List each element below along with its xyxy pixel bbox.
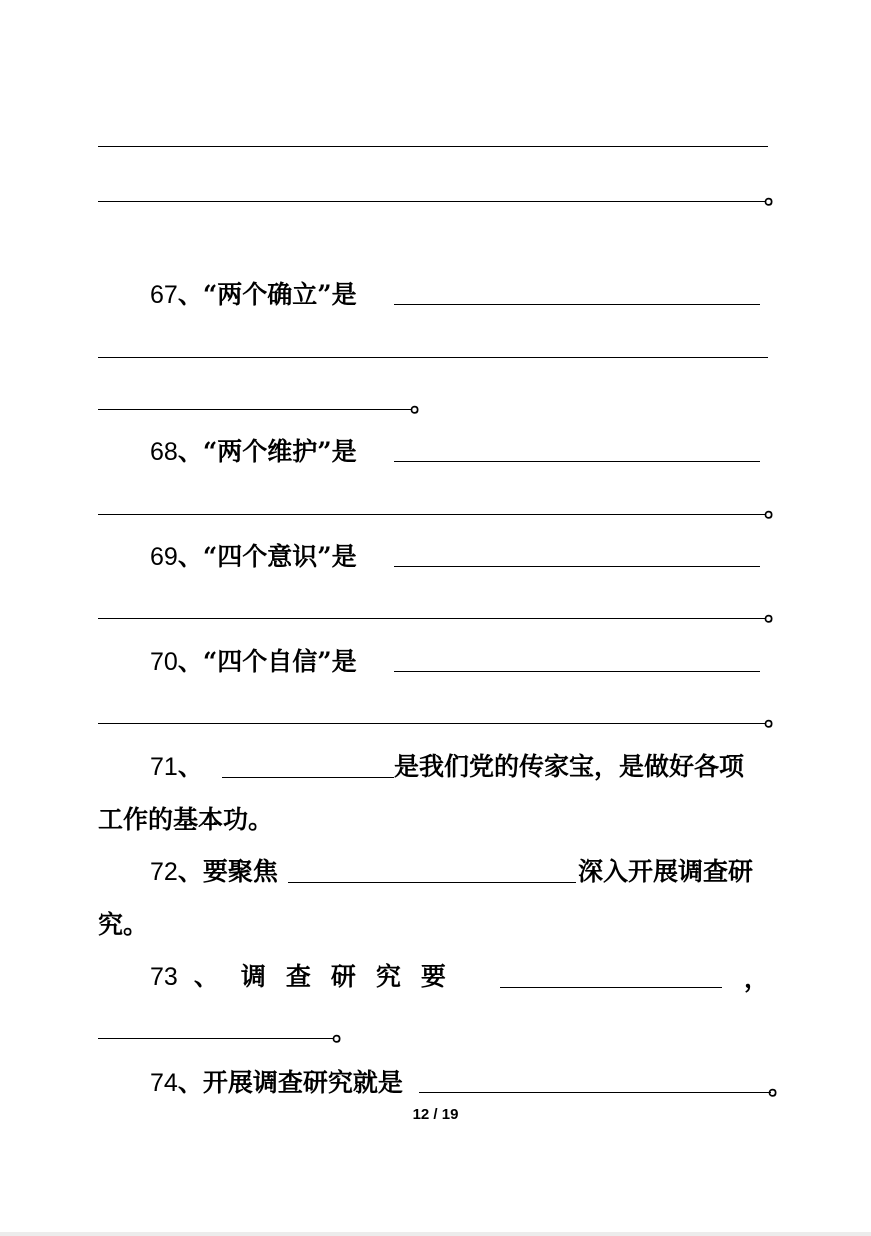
answer-blank[interactable] <box>98 409 412 410</box>
answer-blank[interactable] <box>98 357 768 358</box>
answer-blank[interactable] <box>419 1092 771 1093</box>
question-68: 68、“两个维护”是 <box>150 437 357 466</box>
answer-blank[interactable] <box>394 461 760 462</box>
question-number: 68 <box>150 438 178 466</box>
page-number: 12 / 19 <box>412 1106 459 1123</box>
question-number: 71 <box>150 753 178 781</box>
answer-blank[interactable] <box>500 987 722 988</box>
answer-blank[interactable] <box>222 777 394 778</box>
period: 。 <box>332 1017 358 1046</box>
period: 。 <box>764 493 790 522</box>
period: 。 <box>764 597 790 626</box>
question-text: 开展调查研究就是 <box>202 1068 403 1097</box>
question-72: 72、要聚焦 <box>150 857 278 886</box>
question-text: 深入开展调查研 <box>578 857 754 886</box>
page-bottom-edge <box>0 1232 871 1236</box>
question-number: 69 <box>150 543 178 571</box>
answer-blank[interactable] <box>288 882 576 883</box>
answer-blank[interactable] <box>98 146 768 147</box>
period: 。 <box>764 180 790 209</box>
question-number: 70 <box>150 648 178 676</box>
question-70: 70、“四个自信”是 <box>150 647 357 676</box>
question-text: 是我们党的传家宝，是做好各项 <box>394 752 745 781</box>
answer-blank[interactable] <box>394 304 760 305</box>
period: 。 <box>768 1071 794 1100</box>
answer-blank[interactable] <box>394 671 760 672</box>
question-text: 调查研究要 <box>240 962 466 991</box>
answer-blank[interactable] <box>98 1038 334 1039</box>
answer-blank[interactable] <box>98 723 766 724</box>
answer-blank[interactable] <box>394 566 760 567</box>
period: 。 <box>410 388 436 417</box>
question-label: “四个自信”是 <box>202 647 357 676</box>
question-73: 73 、 调查研究要 <box>150 962 466 991</box>
question-text: 要聚焦 <box>202 857 278 886</box>
question-label: “四个意识”是 <box>202 542 357 571</box>
question-text-continued: 究。 <box>98 910 149 939</box>
answer-blank[interactable] <box>98 618 766 619</box>
question-text-continued: 工作的基本功。 <box>98 805 274 834</box>
question-74: 74、开展调查研究就是 <box>150 1068 403 1097</box>
question-number: 67 <box>150 281 178 309</box>
comma: ， <box>744 964 770 993</box>
period: 。 <box>764 702 790 731</box>
question-number: 72 <box>150 858 178 886</box>
question-67: 67、“两个确立”是 <box>150 280 357 309</box>
question-69: 69、“四个意识”是 <box>150 542 357 571</box>
question-label: “两个维护”是 <box>202 437 357 466</box>
question-label: “两个确立”是 <box>202 280 357 309</box>
answer-blank[interactable] <box>98 201 766 202</box>
question-number: 74 <box>150 1069 178 1097</box>
answer-blank[interactable] <box>98 514 766 515</box>
question-number: 73 <box>150 963 178 991</box>
question-71: 71、 <box>150 752 203 781</box>
